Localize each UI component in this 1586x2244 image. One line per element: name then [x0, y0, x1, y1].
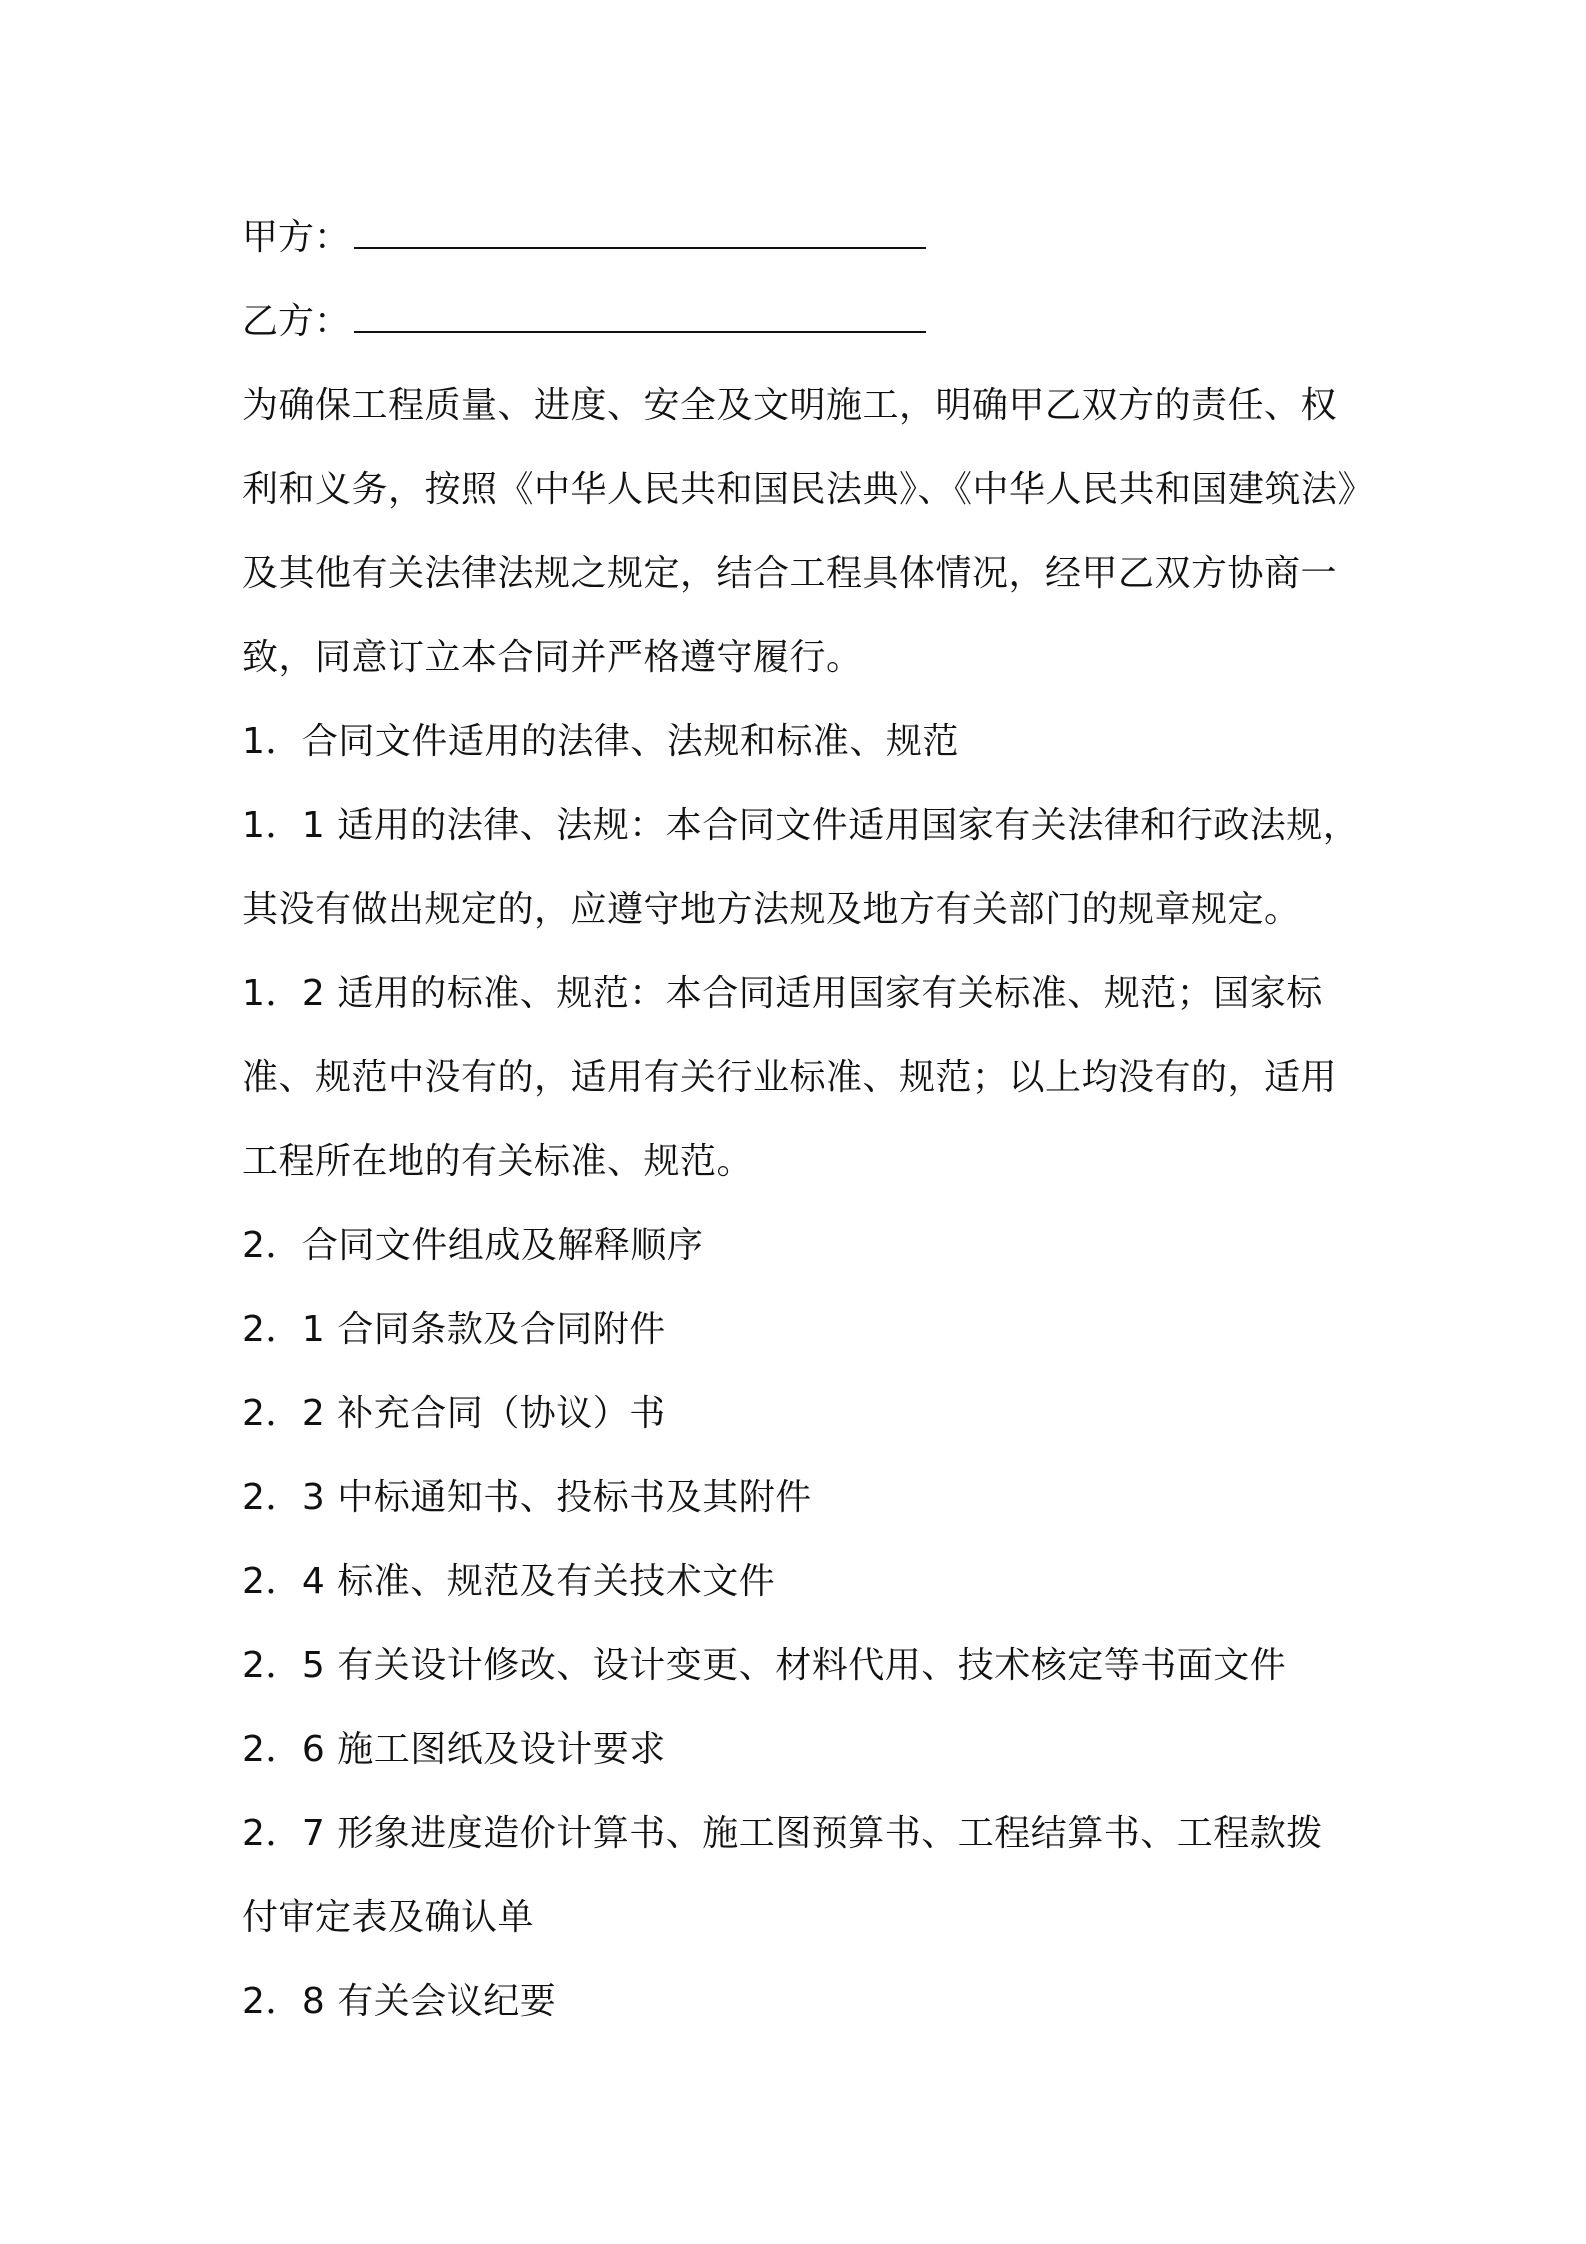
section-heading-1: 1．合同文件适用的法律、法规和标准、规范 — [242, 721, 959, 762]
clause-1-2: 1．2 适用的标准、规范：本合同适用国家有关标准、规范；国家标 — [242, 973, 1323, 1014]
clause-2-6: 2．6 施工图纸及设计要求 — [242, 1729, 666, 1770]
preamble-line: 为确保工程质量、进度、安全及文明施工，明确甲乙双方的责任、权 — [242, 385, 1338, 426]
clause-2-2: 2．2 补充合同（协议）书 — [242, 1393, 666, 1434]
party-a-label: 甲方： — [242, 217, 351, 258]
party-b-blank — [354, 283, 926, 333]
party-b-line — [242, 280, 1362, 364]
clause-2-3: 2．3 中标通知书、投标书及其附件 — [242, 1477, 812, 1518]
clause-2-7: 2．7 形象进度造价计算书、施工图预算书、工程结算书、工程款拨 — [242, 1813, 1323, 1854]
clause-2-5: 2．5 有关设计修改、设计变更、材料代用、技术核定等书面文件 — [242, 1645, 1287, 1686]
party-a-line — [242, 196, 1362, 280]
preamble-line: 致，同意订立本合同并严格遵守履行。 — [242, 637, 863, 678]
preamble-line: 利和义务，按照《中华人民共和国民法典》、《中华人民共和国建筑法》 — [242, 469, 1375, 510]
contract-page — [242, 196, 1375, 2044]
contract-body — [242, 364, 1375, 2044]
clause-2-7-cont: 付审定表及确认单 — [242, 1897, 535, 1938]
party-b-label: 乙方： — [242, 301, 351, 342]
clause-2-8: 2．8 有关会议纪要 — [242, 1981, 557, 2022]
clause-1-1-cont: 其没有做出规定的，应遵守地方法规及地方有关部门的规章规定。 — [242, 889, 1301, 930]
party-a-blank — [354, 199, 926, 249]
clause-1-1: 1．1 适用的法律、法规：本合同文件适用国家有关法律和行政法规， — [242, 805, 1360, 846]
clause-2-4: 2．4 标准、规范及有关技术文件 — [242, 1561, 776, 1602]
preamble-line: 及其他有关法律法规之规定，结合工程具体情况，经甲乙双方协商一 — [242, 553, 1338, 594]
clause-1-2-cont: 工程所在地的有关标准、规范。 — [242, 1141, 754, 1182]
clause-2-1: 2．1 合同条款及合同附件 — [242, 1309, 666, 1350]
clause-1-2-cont: 准、规范中没有的，适用有关行业标准、规范；以上均没有的，适用 — [242, 1057, 1338, 1098]
section-heading-2: 2．合同文件组成及解释顺序 — [242, 1225, 704, 1266]
